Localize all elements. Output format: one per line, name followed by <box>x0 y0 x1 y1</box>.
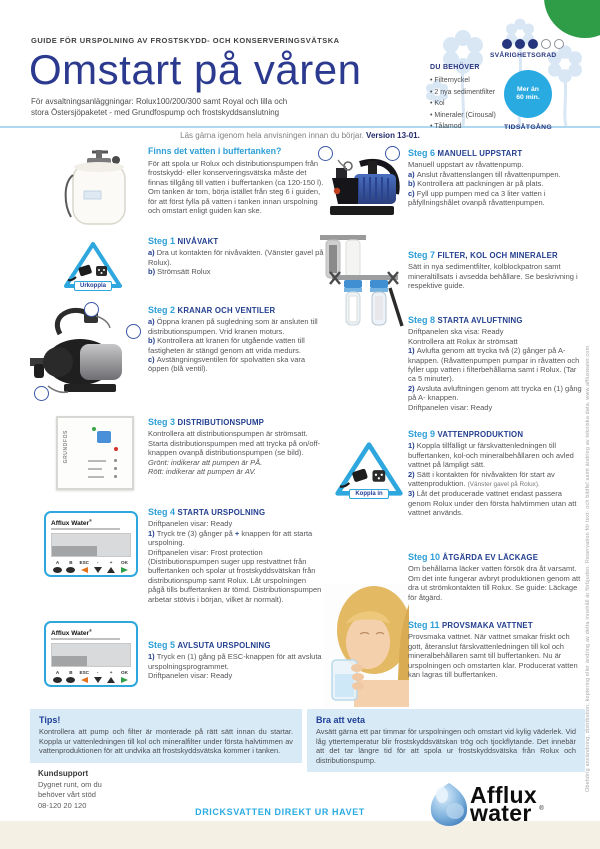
step-paragraph: Grönt: indikerar att pumpen är PÅ. <box>148 457 263 467</box>
panel-button-label: - <box>96 670 99 676</box>
step-heading <box>408 316 584 325</box>
step-block-10 <box>408 553 584 602</box>
panel-bullet <box>114 467 117 470</box>
step-paragraph: Driftpanelen visar: Ready <box>148 519 233 529</box>
support-line: behöver vårt stöd <box>38 790 96 799</box>
panel-button-shape <box>107 567 115 573</box>
support-block <box>38 769 102 811</box>
step-heading <box>408 553 584 562</box>
panel-button-label: + <box>109 560 113 566</box>
driftpanel-image-2 <box>44 621 138 687</box>
driftpanel-subtitle <box>51 528 120 530</box>
red-led <box>114 447 118 451</box>
filter-housings-image <box>320 230 408 332</box>
urkoppla-label: Urkoppla <box>74 281 112 291</box>
urkoppla-warning <box>60 240 126 291</box>
logo-line-2: water <box>470 800 532 826</box>
panel-button-label: A <box>55 560 60 566</box>
step-paragraph: Kontrollera att Rolux är strömsatt <box>408 336 518 346</box>
step-paragraph: Manuell uppstart av råvattenpump. <box>408 160 524 170</box>
step-paragraph: Om behållarna läcker vatten försök dra åt varsamt. Om det inte fungerar avbryt produktionen genom att dra ut strömkontakten till Rolux. Se guide: Läckage för åtgärd. <box>408 564 581 602</box>
step-block-1 <box>148 237 324 277</box>
difficulty-dot <box>528 39 538 49</box>
good-to-know-box <box>307 709 585 772</box>
step-paragraph: För att spola ur Rolux och distributionspumpen från frostskydd- eller konserveringsvätska måste det finnas tillgång till vatten i buffertanken (ca 120-150 l). Om tanken är tom, börja istället från steg 6 i guiden, för att först fylla på vatten i tanken innan urspolning och omstart enligt guiden kan ske. <box>148 158 324 215</box>
version-text: Version 13-01. <box>366 131 420 140</box>
step-heading <box>148 306 324 315</box>
panel-bullet <box>114 475 117 478</box>
step-number: Steg 11 <box>408 620 443 630</box>
driftpanel-brand: Afflux Water® <box>51 628 92 638</box>
page-title: Omstart på våren <box>29 46 362 93</box>
intro-line-2: stora Östersjöpaketet - med Grundfospump och frostskyddsanslutning <box>31 108 280 117</box>
support-line: 08-120 20 120 <box>38 800 87 810</box>
panel-button-label: ESC <box>79 670 89 676</box>
step-title: STARTA URSPOLNING <box>177 508 266 517</box>
panel-bullet <box>114 459 117 462</box>
panel-button-label: + <box>109 670 113 676</box>
intro-question-block <box>148 147 324 215</box>
panel-button-shape <box>66 677 75 683</box>
step-paragraph: b) Kontrollera att kranen för utgående vatten till fastigheten är stängd genom att vrida medurs. <box>148 336 305 355</box>
step-paragraph: c) Fyll upp pumpen med ca 3 liter vatten i påfyllningshålet ovanpå råvattenpumpen. <box>408 188 546 208</box>
panel-button-shape <box>107 677 115 683</box>
panel-button-A <box>51 670 64 683</box>
afflux-water-logo <box>428 781 544 827</box>
panel-button-+ <box>105 670 118 683</box>
registered-mark: ® <box>539 805 544 812</box>
driftpanel-subtitle <box>51 638 120 640</box>
panel-button-shape <box>66 567 75 573</box>
panel-button-ESC <box>78 560 91 573</box>
step-paragraph: 1) Tryck en (1) gång på ESC-knappen för att avsluta urspolningsprogrammet. <box>148 652 322 671</box>
panel-button-shape <box>81 567 88 573</box>
driftpanel-image-1 <box>44 511 138 577</box>
driftpanel-buttons <box>51 560 131 573</box>
step-paragraph: 2) Sätt i kontakten för nivåvakten för start av vattenproduktion. (Vänster gavel på Rolux). <box>408 469 555 489</box>
step-paragraph: Driftpanelen ska visa: Ready <box>408 327 504 337</box>
step-number: Steg 9 <box>408 429 438 439</box>
step-paragraph: a) Anslut råvattenslangen till råvattenpumpen. <box>408 169 561 179</box>
step-paragraph: b) Kontrollera att packningen är på plats. <box>408 179 544 189</box>
step-title: VATTENPRODUKTION <box>437 430 524 439</box>
step-paragraph: Rött: indikerar att pumpen är AV. <box>148 467 256 477</box>
step-title: FILTER, KOL OCH MINERALER <box>437 251 558 260</box>
mode-button <box>97 431 111 443</box>
step-block-2 <box>148 306 324 374</box>
step-number: Steg 5 <box>148 640 178 650</box>
read-first-note <box>0 131 600 140</box>
tips-body: Kontrollera att pump och filter är monterade på rätt sätt innan du startar. Koppla ur vattenledningen till kol och mineralfilter under första halvtimmen av vattenproduktionen för att undvika att frostskyddsvätska kommer i tanken. <box>39 727 293 756</box>
step-block-7 <box>408 251 584 291</box>
difficulty-dot <box>502 39 512 49</box>
step-paragraph: a) Dra ut kontakten för nivåvakten. (Vänster gavel på Rolux). <box>148 248 324 267</box>
panel-button-- <box>91 560 104 573</box>
panel-text-row <box>88 460 106 462</box>
step-number: Steg 6 <box>408 148 438 158</box>
step-title: NIVÅVAKT <box>177 237 219 246</box>
step-paragraph: 1) Tryck tre (3) gånger på + knappen för att starta urspolning. <box>148 528 313 548</box>
tips-title: Tips! <box>39 715 61 725</box>
step-heading <box>408 430 584 439</box>
step-number: Steg 3 <box>148 417 178 427</box>
step-paragraph: b) Strömsätt Rolux <box>148 267 211 277</box>
step-title: MANUELL UPPSTART <box>437 149 523 158</box>
guide-kicker: GUIDE FÖR URSPOLNING AV FROSTSKYDD- OCH KONSERVERINGSVÄTSKA <box>31 36 340 45</box>
question-heading: Finns det vatten i buffertanken? <box>148 146 282 156</box>
step-paragraph: 2) Avsluta avluftningen genom att trycka en (1) gång på A- knappen. <box>408 383 582 403</box>
step-heading <box>408 621 584 630</box>
difficulty-dot <box>515 39 525 49</box>
difficulty-label: SVÅRIGHETSGRAD <box>490 52 557 59</box>
you-need-label: DU BEHÖVER <box>430 64 480 71</box>
difficulty-dot <box>541 39 551 49</box>
tips-box <box>30 709 302 763</box>
step-title: ÅTGÄRDA EV LÄCKAGE <box>442 553 539 562</box>
support-title: Kundsupport <box>38 769 89 778</box>
step-heading <box>148 418 324 427</box>
difficulty-dot <box>554 39 564 49</box>
panel-button-+ <box>105 560 118 573</box>
step-heading <box>148 237 324 246</box>
step-heading <box>148 508 324 517</box>
step-title: STARTA AVLUFTNING <box>437 316 523 325</box>
driftpanel-brand: Afflux Water® <box>51 518 92 528</box>
time-badge-line2: 60 min. <box>516 94 540 101</box>
step-paragraph: (Distributionspumpen suger upp restvattnet från buffertanken och spolar ut frostskyddsvätskan från distributionspump samt Rolux. Låt urspolningen pågå tills buffertanken är tömd. Distributionspumpen arbetar stötvis i början, vilket är normalt). <box>148 557 322 604</box>
intro-line-1: För avsaltningsanläggningar: Rolux100/200/300 samt Royal och lilla och <box>31 97 288 106</box>
panel-button-label: B <box>69 560 73 566</box>
water-drop-icon <box>428 781 470 827</box>
step-block-9 <box>408 430 584 518</box>
step-number: Steg 2 <box>148 305 178 315</box>
panel-button-label: - <box>96 560 99 566</box>
display-block <box>52 546 97 556</box>
step-title: KRANAR OCH VENTILER <box>177 306 276 315</box>
step-block-11 <box>408 621 584 679</box>
need-item: • 2 nya sedimentfilter <box>430 88 496 96</box>
support-line: Dygnet runt, om du <box>38 779 102 789</box>
logo-wordmark <box>470 781 544 826</box>
grundfos-brand: GRUNDFOS <box>63 430 69 464</box>
panel-button-label: A <box>55 670 60 676</box>
panel-text-row <box>88 468 102 470</box>
panel-button-shape <box>53 677 62 683</box>
step-number: Steg 10 <box>408 552 443 562</box>
need-item: • Kol <box>430 100 445 107</box>
step-number: Steg 4 <box>148 507 178 517</box>
read-first-text: Läs gärna igenom hela anvisningen innan du börjar. <box>180 131 364 140</box>
step-paragraph: a) Öppna kranen på sugledning som är ansluten till distributionspumpen. Vrid kranen moturs. <box>148 317 318 336</box>
panel-button-label: ESC <box>79 560 89 566</box>
need-item: • Filternyckel <box>430 77 470 84</box>
intro-text <box>31 96 287 118</box>
step-paragraph: Driftpanelen visar: Ready <box>408 402 493 412</box>
panel-button-label: B <box>69 670 73 676</box>
panel-text-row <box>88 476 104 478</box>
step-heading <box>408 251 584 260</box>
panel-button-shape <box>121 677 128 683</box>
panel-button-OK <box>118 670 131 683</box>
step-block-6 <box>408 149 584 207</box>
step-number: Steg 7 <box>408 250 438 260</box>
good-to-know-title: Bra att veta <box>316 715 366 725</box>
step-title: AVLSUTA URSPOLNING <box>177 641 271 650</box>
step-block-3 <box>148 418 324 476</box>
time-badge <box>504 70 552 118</box>
panel-button-shape <box>94 567 102 573</box>
panel-button-label: OK <box>121 670 128 676</box>
driftpanel-display <box>51 643 131 667</box>
pump2-callout-c <box>385 146 400 161</box>
pump-callout-b <box>84 302 99 317</box>
koppla-in-label: Koppla in <box>349 489 388 499</box>
pressure-tank-image <box>56 145 142 229</box>
step-heading <box>408 149 584 158</box>
step-paragraph: 1) Koppla tillfälligt ur färskvattenledningen till buffertanken, kol-och mineralbehållaren och avled vattnet på lämpligt sätt. <box>408 441 574 470</box>
pump2-callout-b <box>318 146 333 161</box>
green-led <box>92 427 96 431</box>
copyright-side-note: Obehörig användning, distribution, kopiering eller ändring av detta innehåll är förbjuden. Reservation för text- och bildfel samt ändring av tekniska data. www.affluxwater.com <box>585 345 591 792</box>
panel-button-OK <box>118 560 131 573</box>
step-number: Steg 8 <box>408 315 438 325</box>
tagline: DRICKSVATTEN DIREKT UR HAVET <box>195 807 365 817</box>
good-to-know-body: Avsätt gärna ett par timmar för urspolningen och omstart vid kylig väderlek. Vid låg yttertemperatur blir frostskyddsvätskan trög och tjockflytande. Det innebär att det tar längre tid för att spola ur frostskyddsvätska från Rolux och distributionspump. <box>316 727 576 765</box>
panel-button-B <box>64 670 77 683</box>
panel-button-- <box>91 670 104 683</box>
need-item: • Mineraler (Cirousal) <box>430 111 496 119</box>
logo-line-1: Afflux <box>470 781 537 808</box>
step-paragraph: Sätt in nya sedimentfilter, kolblockpatron samt mineraltillsats i avsedda behållare. Se beskrivning i respektive guide. <box>408 262 578 291</box>
support-lines <box>38 780 102 812</box>
step-block-4 <box>148 508 324 604</box>
panel-button-shape <box>94 677 102 683</box>
panel-button-shape <box>81 677 88 683</box>
panel-button-ESC <box>78 670 91 683</box>
panel-button-label: OK <box>121 560 128 566</box>
step-paragraph: Kontrollera att distributionspumpen är strömsatt. Starta distributionspumpen med att trycka på on/off-knappen ovanpå distributionspumpen (se bild). <box>148 429 321 458</box>
panel-button-shape <box>53 567 62 573</box>
panel-button-B <box>64 560 77 573</box>
difficulty-dots <box>502 39 564 49</box>
need-item: • Tålamod <box>430 123 462 130</box>
display-block <box>52 656 87 666</box>
step-paragraph: Driftpanelen visar: Ready <box>148 671 233 681</box>
step-title: PROVSMAKA VATTNET <box>442 621 533 630</box>
pump-callout-c <box>126 324 141 339</box>
step-paragraph: Driftpanelen visar: Frost protection <box>148 547 263 557</box>
grundfos-control-panel <box>56 416 134 490</box>
pump-callout-a <box>34 386 49 401</box>
panel-button-A <box>51 560 64 573</box>
koppla-in-notice <box>331 440 407 499</box>
woman-drinking-photo <box>324 584 409 707</box>
step-paragraph: Provsmaka vattnet. När vattnet smakar friskt och gott, återanslut färskvattenledningen till kol och mineralbehållaren samt till buffertanken. Nu är urspolningen och omstarten klar. Producerat vatten kan lagras till buffertanken. <box>408 632 578 680</box>
time-label: TIDSÅTGÅNG <box>504 124 552 131</box>
you-need-list <box>430 75 496 133</box>
step-paragraph: c) Avstängningsventilen för spolvatten ska vara öppen (blå ventil). <box>148 355 306 374</box>
step-number: Steg 1 <box>148 236 178 246</box>
panel-button-shape <box>121 567 128 573</box>
step-paragraph: 1) Avlufta genom att trycka två (2) gånger på A-knappen. (Råvattenpumpen pumpar in råvatten och fyller upp vatten i filterbehållarna samt i Rolux. (Tar ca 5 minuter). <box>408 346 580 384</box>
driftpanel-display <box>51 533 131 557</box>
step-title: DISTRIBUTIONSPUMP <box>177 418 265 427</box>
time-badge-line1: Mer än <box>517 86 539 93</box>
step-paragraph: 3) Låt det producerade vattnet endast passera genom Rolux under den första halvtimmen utan att vattnet används. <box>408 489 577 518</box>
step-block-5 <box>148 641 324 681</box>
step-block-8 <box>408 316 584 412</box>
driftpanel-buttons <box>51 670 131 683</box>
step-heading <box>148 641 324 650</box>
